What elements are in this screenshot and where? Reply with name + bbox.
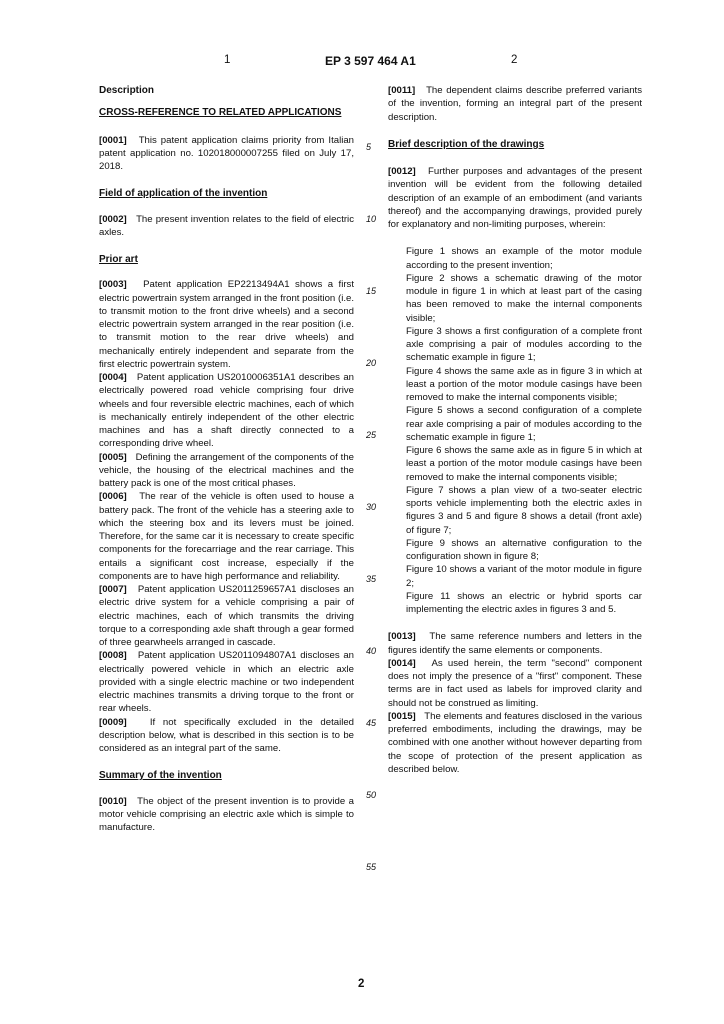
page-number-footer: 2 <box>358 978 365 990</box>
cross-reference-heading: CROSS-REFERENCE TO RELATED APPLICATIONS <box>99 107 342 119</box>
figure-item: Figure 10 shows a variant of the motor module in figure 2; <box>406 564 642 589</box>
line-number: 20 <box>366 358 377 368</box>
paragraph-0013: [0013] The same reference numbers and letters in the figures identify the same elements or components. <box>388 631 642 656</box>
line-number: 35 <box>366 574 377 584</box>
line-number: 30 <box>366 502 377 512</box>
paragraph-0009: [0009] If not specifically excluded in the detailed description below, what is described in this section is to be considered as an integral part of the same. <box>99 716 355 754</box>
line-number: 50 <box>366 790 377 800</box>
field-heading: Field of application of the invention <box>99 188 268 200</box>
paragraph-0007: [0007] Patent application US2011259657A1 discloses an electric drive system for a vehicle comprising a pair of electric machines, each of which transmits the driving torque to a corresponding axle shaft through a gear formed of three gearwheels arranged in cascade. <box>99 584 355 648</box>
figure-item: Figure 6 shows the same axle as in figure 5 in which at least a portion of the motor module casings have been removed to make the internal components visible; <box>406 445 642 483</box>
figure-item: Figure 1 shows an example of the motor module according to the present invention; <box>406 246 642 271</box>
figure-item: Figure 7 shows a plan view of a two-seater electric sports vehicle implementing both the electric axles in figures 3 and 5 and figure 8 shows a detail (front axle) of figure 7; <box>406 484 642 536</box>
paragraph-0006: [0006] The rear of the vehicle is often used to house a battery pack. The front of the vehicle has a steering axle to which the steering box and its levers must be joined. Therefore, for the same car it is necessary to create specific components for the forecarriage and the rear carriage. This entails a significant cost increase, especially if the components are to have high performance and reliability. <box>99 491 355 582</box>
figure-item: Figure 3 shows a first configuration of a complete front axle comprising a pair of modules according to the schematic example in figure 1; <box>406 325 642 364</box>
prior-art-heading: Prior art <box>99 254 138 265</box>
figure-list <box>388 245 642 616</box>
figure-item: Figure 2 shows a schematic drawing of the motor module in figure 1 in which at least part of the casing has been removed to make the internal components visible; <box>406 272 642 324</box>
paragraph-0001: [0001] This patent application claims priority from Italian patent application no. 102018000007255 filed on July 17, 2018. <box>99 134 355 172</box>
paragraph-0014: [0014] As used herein, the term "second" component does not imply the presence of a "first" component. These terms are in fact used as labels for improved clarity and should not be construed as limiting. <box>388 657 642 709</box>
brief-description-heading: Brief description of the drawings <box>388 138 545 150</box>
paragraph-0005: [0005] Defining the arrangement of the components of the vehicle, the housing of the electrical machines and the battery pack is one of the most critical phases. <box>99 451 355 489</box>
paragraph-0012: [0012] Further purposes and advantages of the present invention will be evident from the following detailed description of an example of an embodiment (and variants thereof) and the accompanying drawings, provided purely for explanatory and non-limiting purposes, wherein: <box>388 166 642 230</box>
description-heading: Description <box>99 85 155 96</box>
figure-item: Figure 5 shows a second configuration of a complete rear axle comprising a pair of modules according to the schematic example in figure 1; <box>406 405 642 443</box>
page-number-right: 2 <box>511 54 518 66</box>
publication-number: EP 3 597 464 A1 <box>325 54 416 68</box>
line-number: 10 <box>366 214 377 224</box>
paragraph-0008: [0008] Patent application US2011094807A1 discloses an electrically powered vehicle in which an electric axle provided with a single electric machine or two independent electric machines transmits a driving torque to the front or rear wheels. <box>99 650 355 715</box>
page-number-left: 1 <box>224 54 231 66</box>
paragraph-0010: [0010] The object of the present invention is to provide a motor vehicle comprising an electric axle which is simple to manufacture. <box>99 795 355 833</box>
right-column <box>388 84 642 776</box>
figure-item: Figure 11 shows an electric or hybrid sports car implementing the electric axles in figures 3 and 5. <box>406 590 642 615</box>
line-number: 45 <box>366 718 377 728</box>
line-number: 40 <box>366 646 377 656</box>
paragraph-0002: [0002] The present invention relates to the field of electric axles. <box>99 213 354 238</box>
line-number: 55 <box>366 862 377 872</box>
paragraph-0004: [0004] Patent application US2010006351A1 describes an electrically powered road vehicle comprising four drive wheels and four reversible electric machines, each of which is mechanically entirely independent of the other electric machines and has a shaft directly connected to a corresponding drive wheel. <box>99 372 354 450</box>
left-column <box>99 84 354 834</box>
figure-item: Figure 4 shows the same axle as in figure 3 in which at least a portion of the motor module casings have been removed to make the internal components visible; <box>406 365 642 403</box>
paragraph-0003: [0003] Patent application EP2213494A1 shows a first electric powertrain system arranged in the front position (i.e. to transmit motion to the front drive wheels) and a second electric powertrain system arranged in the rear position (i.e. to transmit motion to the rear drive wheels) and mechanically entirely independent and separate from the first electric powertrain system. <box>99 279 354 370</box>
figure-item: Figure 9 shows an alternative configuration to the configuration shown in figure 8; <box>406 537 642 562</box>
line-number: 15 <box>366 286 377 296</box>
paragraph-0011: [0011] The dependent claims describe preferred variants of the invention, forming an integral part of the present description. <box>388 85 642 123</box>
paragraph-0015: [0015] The elements and features disclosed in the various preferred embodiments, including the drawings, may be combined with one another without however departing from the scope of protection of the present application as described below. <box>388 710 643 775</box>
summary-heading: Summary of the invention <box>99 770 222 782</box>
line-number: 25 <box>366 430 377 440</box>
line-number: 5 <box>366 142 372 152</box>
